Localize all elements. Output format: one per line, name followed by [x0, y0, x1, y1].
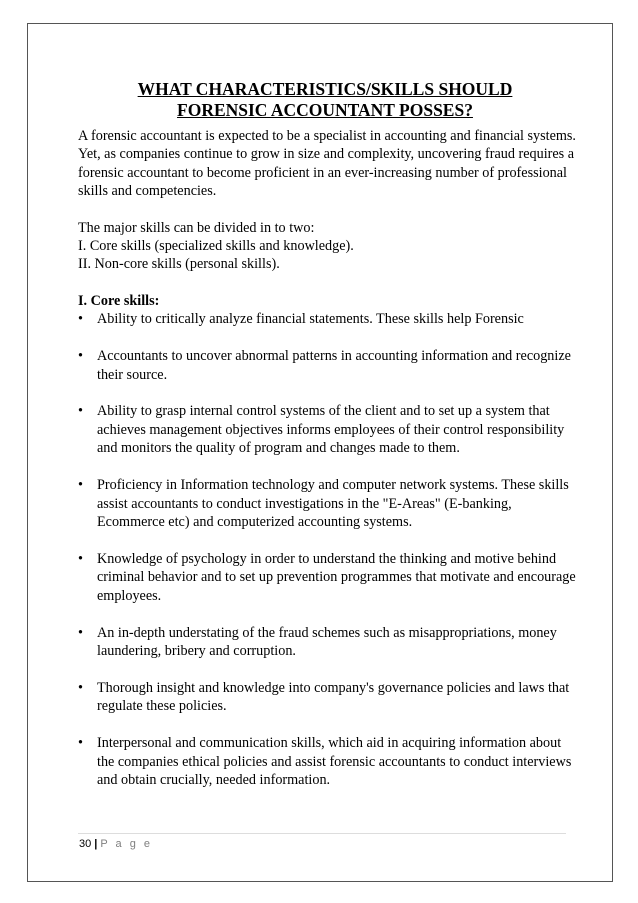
- list-item: • Proficiency in Information technology and computer network systems. These skills assist accountants to conduct investigations in the "E-Areas" (E-banking, Ecommerce etc) and computerized accounting systems.: [78, 476, 578, 531]
- list-item: • Ability to critically analyze financial statements. These skills help Forensic: [78, 310, 578, 328]
- list-item: • Knowledge of psychology in order to understand the thinking and motive behind criminal behavior and to set up prevention programmes that motivate and encourage employees.: [78, 550, 578, 605]
- list-item: • Thorough insight and knowledge into company's governance policies and laws that regulate these policies.: [78, 679, 578, 716]
- list-item: • Accountants to uncover abnormal patterns in accounting information and recognize their source.: [78, 347, 578, 384]
- intro-paragraph-2: Yet, as companies continue to grow in size and complexity, uncovering fraud requires a forensic accountant to become proficient in an ever-increasing number of professional skills and competencies.: [78, 146, 575, 200]
- footer-divider: [78, 833, 566, 834]
- page-footer: [79, 838, 153, 850]
- division-line-1: The major skills can be divided in to two:: [78, 219, 315, 236]
- footer-separator: |: [94, 838, 98, 850]
- division-line-3: II. Non-core skills (personal skills).: [78, 256, 280, 273]
- document-body: [78, 127, 578, 808]
- core-skills-heading: I. Core skills:: [78, 292, 160, 309]
- page-title: [60, 79, 590, 121]
- intro-paragraph-1: A forensic accountant is expected to be a specialist in accounting and financial systems.: [78, 128, 576, 144]
- page-label: P a g e: [100, 838, 153, 850]
- page-number: 30: [79, 838, 92, 850]
- core-skills-list: [78, 310, 578, 789]
- title-line-2: FORENSIC ACCOUNTANT POSSES?: [177, 100, 473, 120]
- title-line-1: WHAT CHARACTERISTICS/SKILLS SHOULD: [137, 79, 513, 99]
- list-item: • Interpersonal and communication skills, which aid in acquiring information about the companies ethical policies and assist forensic accountants to conduct interviews and obtain crucially, needed information.: [78, 734, 578, 789]
- list-item: • Ability to grasp internal control systems of the client and to set up a system that achieves management objectives informs employees of their control responsibility and monitors the quality of program and changes made to them.: [78, 402, 578, 457]
- list-item: • An in-depth understating of the fraud schemes such as misappropriations, money laundering, bribery and corruption.: [78, 624, 578, 661]
- division-line-2: I. Core skills (specialized skills and knowledge).: [78, 238, 354, 255]
